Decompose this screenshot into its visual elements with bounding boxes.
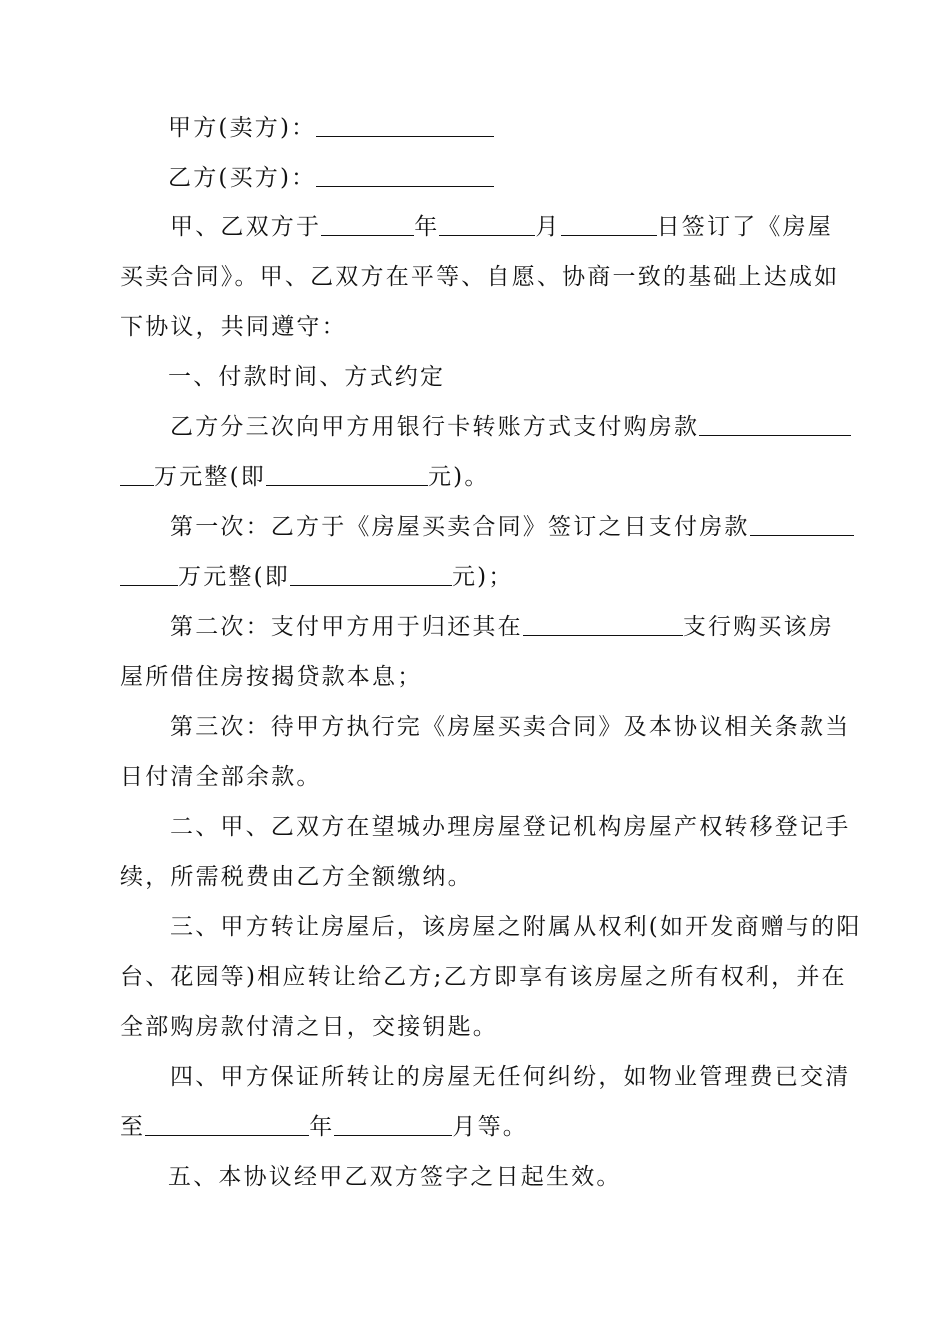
section-2-line-1 bbox=[170, 812, 850, 842]
party-a-line bbox=[168, 113, 494, 143]
intro-text: 下协议，共同遵守： bbox=[120, 314, 347, 340]
clause-text: 三、甲方转让房屋后，该房屋之附属从权利(如开发商赠与的阳 bbox=[170, 914, 862, 940]
section-1-heading bbox=[168, 362, 445, 392]
payment-text: 元)。 bbox=[427, 464, 490, 490]
payment-line-1 bbox=[170, 412, 851, 442]
section-5-line-1 bbox=[168, 1162, 622, 1192]
first-payment-line-1 bbox=[170, 512, 854, 542]
intro-line-2 bbox=[120, 262, 839, 292]
first-payment-line-2 bbox=[120, 562, 514, 592]
section-4-line-1 bbox=[170, 1062, 850, 1092]
signing-day-blank bbox=[561, 212, 657, 236]
total-price-yuan-blank bbox=[266, 462, 428, 486]
year-unit: 年 bbox=[309, 1114, 335, 1140]
clause-text: 五、本协议经甲乙双方签字之日起生效。 bbox=[168, 1164, 622, 1190]
section-heading: 一、付款时间、方式约定 bbox=[168, 364, 446, 390]
clause-text: 续，所需税费由乙方全额缴纳。 bbox=[120, 864, 473, 890]
intro-text: 甲、乙双方于 bbox=[170, 214, 322, 240]
payment-text: 万元整(即 bbox=[154, 464, 266, 490]
payment-text: 乙方分三次向甲方用银行卡转账方式支付购房款 bbox=[170, 414, 700, 440]
section-4-line-2 bbox=[120, 1112, 528, 1142]
payment-line-2 bbox=[120, 462, 490, 492]
fee-paid-month-blank bbox=[334, 1112, 452, 1136]
month-unit: 月 bbox=[535, 214, 561, 240]
payment-text: 第一次：乙方于《房屋买卖合同》签订之日支付房款 bbox=[170, 514, 750, 540]
clause-text: 二、甲、乙双方在望城办理房屋登记机构房屋产权转移登记手 bbox=[170, 814, 851, 840]
clause-text: 四、甲方保证所转让的房屋无任何纠纷，如物业管理费已交清 bbox=[170, 1064, 851, 1090]
total-price-blank bbox=[699, 412, 851, 436]
intro-text: 日签订了《房屋 bbox=[656, 214, 834, 240]
signing-month-blank bbox=[439, 212, 535, 236]
first-payment-blank bbox=[750, 512, 854, 536]
fee-paid-year-blank bbox=[145, 1112, 309, 1136]
party-a-label: 甲方(卖方)： bbox=[168, 115, 317, 141]
intro-line-3 bbox=[120, 312, 347, 342]
signing-year-blank bbox=[321, 212, 414, 236]
intro-text: 买卖合同》。甲、乙双方在平等、自愿、协商一致的基础上达成如 bbox=[120, 264, 840, 290]
clause-text: 月等。 bbox=[452, 1114, 529, 1140]
section-3-line-1 bbox=[170, 912, 862, 942]
payment-text: 万元整(即 bbox=[178, 564, 290, 590]
year-unit: 年 bbox=[414, 214, 440, 240]
payment-text: 支行购买该房 bbox=[682, 614, 835, 640]
party-b-line bbox=[168, 163, 494, 193]
bank-branch-blank bbox=[523, 612, 683, 636]
third-payment-line-2 bbox=[120, 762, 322, 792]
second-payment-line-1 bbox=[170, 612, 834, 642]
payment-text: 第二次：支付甲方用于归还其在 bbox=[170, 614, 523, 640]
party-b-blank bbox=[316, 163, 494, 187]
clause-text: 至 bbox=[120, 1114, 146, 1140]
clause-text: 台、花园等)相应转让给乙方;乙方即享有该房屋之所有权利，并在 bbox=[120, 964, 847, 990]
payment-text: 元)； bbox=[451, 564, 514, 590]
payment-text: 日付清全部余款。 bbox=[120, 764, 322, 790]
third-payment-line-1 bbox=[170, 712, 850, 742]
total-price-blank-cont bbox=[120, 462, 154, 486]
party-a-blank bbox=[316, 113, 494, 137]
first-payment-blank-cont bbox=[120, 562, 178, 586]
payment-text: 第三次：待甲方执行完《房屋买卖合同》及本协议相关条款当 bbox=[170, 714, 851, 740]
first-payment-yuan-blank bbox=[290, 562, 452, 586]
payment-text: 屋所借住房按揭贷款本息； bbox=[120, 664, 423, 690]
section-3-line-2 bbox=[120, 962, 847, 992]
intro-line-1 bbox=[170, 212, 833, 242]
party-b-label: 乙方(买方)： bbox=[168, 165, 317, 191]
clause-text: 全部购房款付清之日，交接钥匙。 bbox=[120, 1014, 498, 1040]
second-payment-line-2 bbox=[120, 662, 422, 692]
section-3-line-3 bbox=[120, 1012, 498, 1042]
section-2-line-2 bbox=[120, 862, 473, 892]
